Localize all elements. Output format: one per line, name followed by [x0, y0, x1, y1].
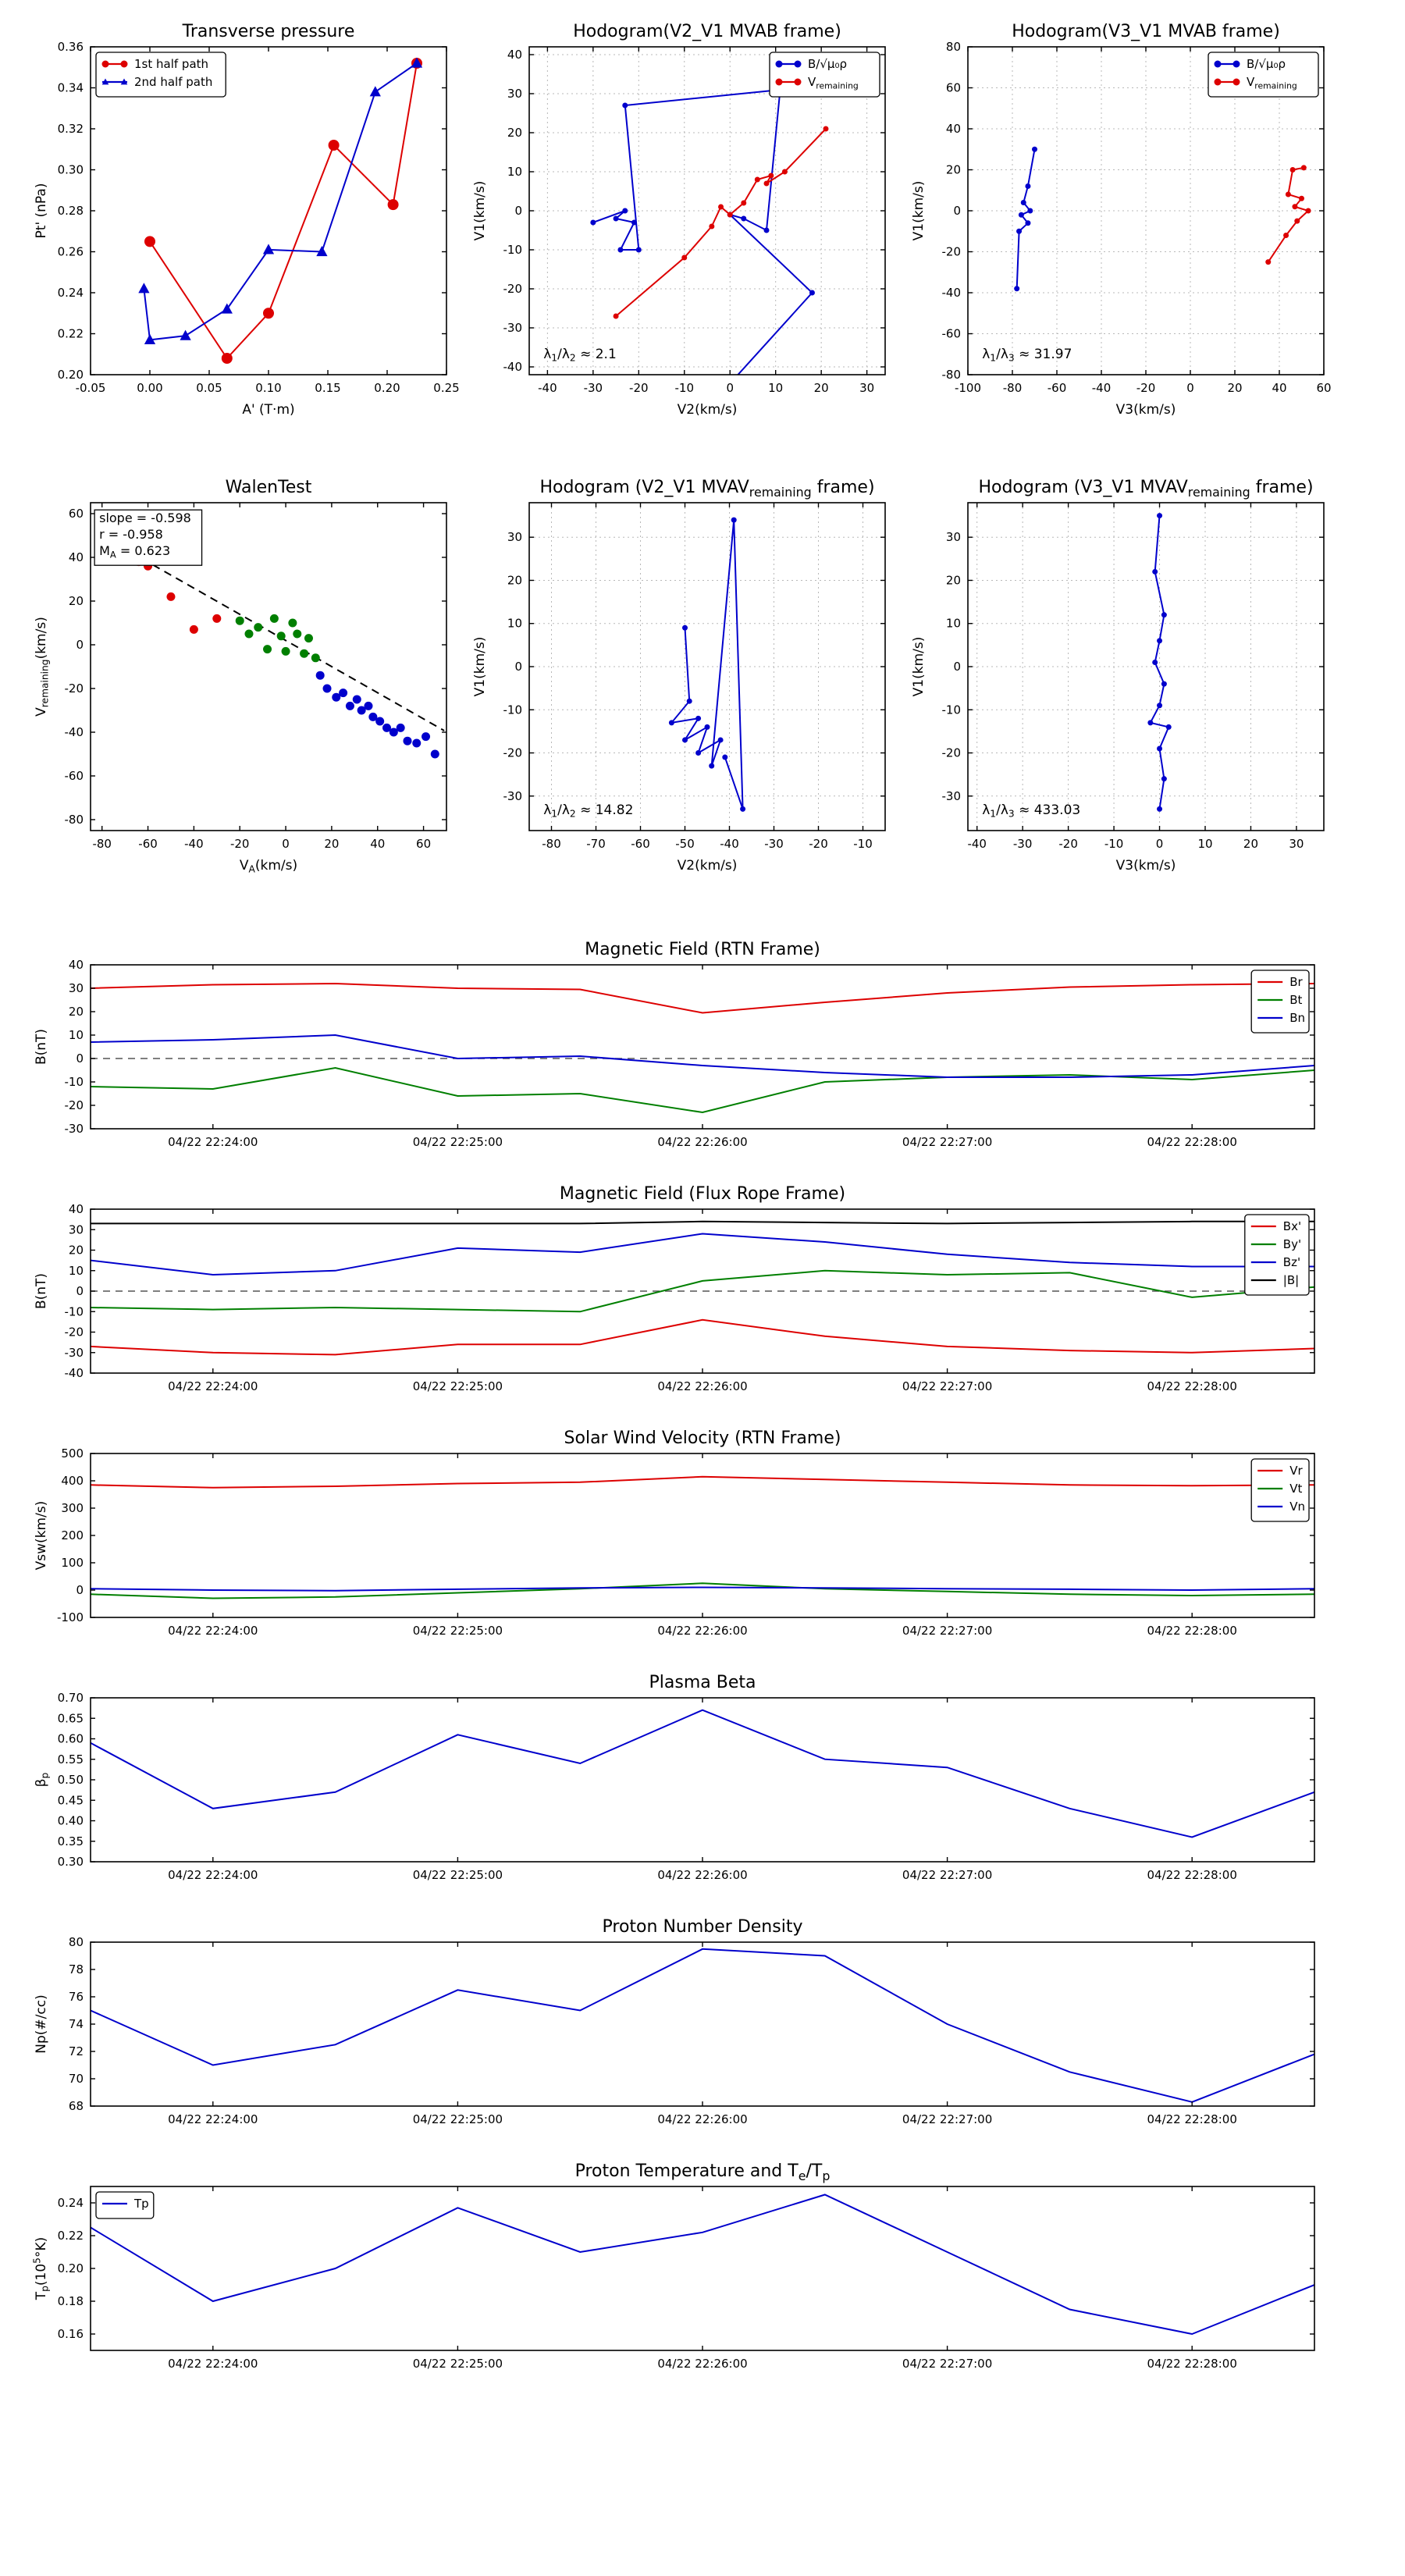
svg-text:Vt: Vt: [1289, 1482, 1303, 1496]
svg-text:30: 30: [1289, 837, 1304, 851]
svg-text:04/22 22:26:00: 04/22 22:26:00: [657, 1135, 748, 1149]
svg-text:0.45: 0.45: [57, 1793, 84, 1808]
svg-text:-80: -80: [1002, 381, 1023, 395]
svg-text:Bx': Bx': [1282, 1219, 1302, 1233]
svg-text:40: 40: [370, 837, 386, 851]
svg-text:-60: -60: [64, 769, 84, 783]
svg-text:V2(km/s): V2(km/s): [677, 858, 738, 873]
svg-text:20: 20: [945, 162, 961, 177]
svg-text:B/√μ₀ρ: B/√μ₀ρ: [808, 57, 847, 71]
svg-text:20: 20: [945, 573, 961, 588]
svg-text:40: 40: [507, 48, 522, 62]
svg-text:04/22 22:24:00: 04/22 22:24:00: [168, 1624, 258, 1638]
chart-proton-temperature: [0, 2152, 1382, 2386]
svg-text:04/22 22:27:00: 04/22 22:27:00: [902, 1135, 993, 1149]
svg-text:0: 0: [1186, 381, 1194, 395]
svg-text:20: 20: [324, 837, 340, 851]
svg-text:-40: -40: [538, 381, 557, 395]
svg-text:10: 10: [68, 1263, 84, 1278]
svg-text:-30: -30: [503, 321, 522, 335]
svg-text:-10: -10: [64, 1075, 84, 1089]
svg-text:0.22: 0.22: [57, 326, 84, 341]
svg-text:30: 30: [507, 530, 522, 545]
svg-text:-30: -30: [941, 788, 961, 803]
svg-text:200: 200: [61, 1528, 84, 1542]
svg-text:0.30: 0.30: [57, 1855, 84, 1869]
svg-text:Hodogram(V3_V1 MVAB frame): Hodogram(V3_V1 MVAB frame): [1012, 22, 1280, 41]
svg-text:-30: -30: [583, 381, 603, 395]
svg-text:300: 300: [61, 1501, 84, 1515]
svg-text:λ1/λ3 ≈ 433.03: $\lambda_1/\lambda_3 \approx 433.03$: [982, 802, 1081, 820]
svg-text:Tp: Tp: [134, 2197, 149, 2211]
svg-text:-40: -40: [503, 360, 522, 374]
chart-plasma-beta: [0, 1663, 1382, 1898]
svg-text:0.20: 0.20: [57, 2261, 84, 2275]
svg-text:0.55: 0.55: [57, 1752, 84, 1767]
svg-text:-100: -100: [954, 381, 982, 395]
svg-text:0.15: 0.15: [315, 381, 341, 395]
svg-text:04/22 22:27:00: 04/22 22:27:00: [902, 1868, 993, 1882]
svg-text:04/22 22:25:00: 04/22 22:25:00: [412, 1624, 503, 1638]
svg-text:20: 20: [68, 1005, 84, 1019]
chart-transverse-pressure: [28, 11, 465, 432]
svg-text:30: 30: [68, 981, 84, 995]
svg-text:Plasma Beta: Plasma Beta: [649, 1673, 756, 1692]
svg-text:500: 500: [61, 1446, 84, 1461]
svg-text:20: 20: [68, 1243, 84, 1258]
svg-text:Proton Temperature and Te/Tp: Proton Temperature and $T_e/T_p$: [574, 2161, 831, 2183]
svg-text:Vn: Vn: [1289, 1500, 1305, 1514]
svg-text:68: 68: [68, 2099, 84, 2113]
svg-text:Magnetic Field (RTN Frame): Magnetic Field (RTN Frame): [585, 940, 820, 959]
svg-text:0: 0: [514, 204, 522, 218]
svg-text:Magnetic Field (Flux Rope Fram: Magnetic Field (Flux Rope Frame): [559, 1184, 846, 1204]
svg-text:Tp(105°K): $T_p(10^5^\circ K)$: [31, 2236, 51, 2300]
svg-text:By': By': [1282, 1237, 1302, 1251]
svg-text:0.40: 0.40: [57, 1813, 84, 1828]
svg-text:0.32: 0.32: [57, 122, 84, 136]
svg-text:-40: -40: [967, 837, 987, 851]
svg-text:Bz': Bz': [1282, 1255, 1301, 1269]
svg-text:0.28: 0.28: [57, 204, 84, 218]
svg-text:-20: -20: [64, 681, 84, 696]
svg-text:04/22 22:24:00: 04/22 22:24:00: [168, 1868, 258, 1882]
svg-text:λ1/λ2 ≈ 14.82: $\lambda_1/\lambda_2 \approx 14.82$: [543, 802, 634, 820]
svg-text:A' (T·m): A' (T·m): [242, 402, 295, 418]
svg-text:30: 30: [859, 381, 875, 395]
svg-text:-0.05: -0.05: [75, 381, 106, 395]
svg-text:Vr: Vr: [1289, 1464, 1303, 1478]
svg-text:-50: -50: [675, 837, 695, 851]
svg-text:04/22 22:25:00: 04/22 22:25:00: [412, 1135, 503, 1149]
svg-text:04/22 22:25:00: 04/22 22:25:00: [412, 1379, 503, 1393]
svg-text:10: 10: [507, 616, 522, 631]
svg-text:-20: -20: [1136, 381, 1156, 395]
svg-text:-80: -80: [92, 837, 112, 851]
svg-text:76: 76: [68, 1990, 84, 2004]
svg-text:30: 30: [68, 1222, 84, 1237]
svg-text:80: 80: [68, 1935, 84, 1949]
svg-text:λ1/λ3 ≈ 31.97: $\lambda_1/\lambda_3 \approx 31.97$: [982, 347, 1072, 364]
svg-text:04/22 22:27:00: 04/22 22:27:00: [902, 2357, 993, 2371]
svg-text:0: 0: [76, 638, 84, 652]
svg-text:-40: -40: [1091, 381, 1112, 395]
svg-text:V2(km/s): V2(km/s): [677, 402, 738, 418]
svg-text:0.36: 0.36: [57, 40, 84, 54]
svg-text:04/22 22:24:00: 04/22 22:24:00: [168, 1135, 258, 1149]
svg-text:0.22: 0.22: [57, 2229, 84, 2243]
svg-text:04/22 22:27:00: 04/22 22:27:00: [902, 1379, 993, 1393]
svg-text:0.70: 0.70: [57, 1691, 84, 1705]
svg-text:400: 400: [61, 1474, 84, 1488]
svg-text:0.24: 0.24: [57, 2196, 84, 2210]
svg-text:-20: -20: [503, 282, 522, 296]
svg-text:30: 30: [945, 530, 961, 545]
svg-text:-10: -10: [503, 243, 522, 257]
svg-text:VA(km/s): $V_A(km/s)$: [239, 858, 298, 875]
svg-text:0.24: 0.24: [57, 286, 84, 300]
svg-text:2nd half path: 2nd half path: [134, 75, 213, 89]
svg-text:-20: -20: [809, 837, 828, 851]
svg-text:Hodogram (V2_V1 MVAVremaining: Hodogram (V2_V1 $MVAV_{remaining}$ frame): [539, 478, 875, 500]
svg-text:-30: -30: [64, 1122, 84, 1136]
chart-hodogram-v2v1-mvav: [467, 467, 904, 888]
svg-text:1st half path: 1st half path: [134, 57, 209, 71]
svg-text:-10: -10: [674, 381, 695, 395]
svg-text:40: 40: [68, 550, 84, 564]
svg-text:04/22 22:28:00: 04/22 22:28:00: [1147, 1379, 1237, 1393]
svg-text:0.30: 0.30: [57, 162, 84, 177]
svg-text:0: 0: [76, 1284, 84, 1298]
svg-text:04/22 22:24:00: 04/22 22:24:00: [168, 2112, 258, 2126]
svg-text:04/22 22:26:00: 04/22 22:26:00: [657, 1868, 748, 1882]
svg-text:10: 10: [1197, 837, 1213, 851]
svg-text:-30: -30: [503, 788, 522, 803]
svg-text:20: 20: [68, 594, 84, 608]
svg-text:0.26: 0.26: [57, 244, 84, 259]
svg-text:-100: -100: [56, 1610, 84, 1624]
svg-text:0.60: 0.60: [57, 1731, 84, 1746]
chart-magnetic-field-rtn: [0, 930, 1382, 1165]
svg-text:0.20: 0.20: [374, 381, 400, 395]
svg-text:-10: -10: [503, 703, 522, 717]
svg-text:0: 0: [76, 1583, 84, 1597]
svg-text:0.34: 0.34: [57, 80, 84, 95]
svg-text:04/22 22:28:00: 04/22 22:28:00: [1147, 2112, 1237, 2126]
svg-text:0.20: 0.20: [57, 368, 84, 382]
chart-walen-test: [28, 467, 465, 888]
svg-text:20: 20: [1227, 381, 1243, 395]
svg-text:04/22 22:28:00: 04/22 22:28:00: [1147, 1624, 1237, 1638]
svg-text:60: 60: [1316, 381, 1332, 395]
svg-text:0: 0: [953, 660, 961, 674]
svg-text:Transverse pressure: Transverse pressure: [182, 22, 355, 41]
svg-text:Vremaining: $V_{remaining}$: [808, 75, 859, 91]
svg-text:20: 20: [507, 573, 522, 588]
svg-text:0: 0: [1155, 837, 1164, 851]
svg-text:60: 60: [416, 837, 432, 851]
svg-text:04/22 22:24:00: 04/22 22:24:00: [168, 1379, 258, 1393]
svg-text:-40: -40: [64, 1366, 84, 1380]
svg-text:-10: -10: [941, 703, 961, 717]
svg-text:-80: -80: [542, 837, 561, 851]
svg-text:72: 72: [68, 2044, 84, 2058]
chart-hodogram-v2v1-mvab: [467, 11, 904, 432]
chart-magnetic-field-fluxrope: [0, 1175, 1382, 1409]
svg-text:-20: -20: [229, 837, 250, 851]
svg-text:04/22 22:26:00: 04/22 22:26:00: [657, 2357, 748, 2371]
svg-text:04/22 22:28:00: 04/22 22:28:00: [1147, 1868, 1237, 1882]
svg-text:Solar Wind Velocity (RTN Frame: Solar Wind Velocity (RTN Frame): [564, 1429, 841, 1448]
svg-text:Pt' (nPa): Pt' (nPa): [34, 183, 49, 239]
svg-text:Vsw(km/s): Vsw(km/s): [34, 1500, 49, 1571]
svg-text:10: 10: [68, 1028, 84, 1042]
chart-solar-wind-velocity: [0, 1419, 1382, 1653]
svg-text:10: 10: [507, 165, 522, 179]
svg-text:04/22 22:24:00: 04/22 22:24:00: [168, 2357, 258, 2371]
svg-text:Br: Br: [1289, 975, 1303, 989]
svg-text:V3(km/s): V3(km/s): [1115, 858, 1176, 873]
svg-text:-60: -60: [941, 326, 961, 341]
svg-text:V1(km/s): V1(km/s): [472, 636, 488, 697]
svg-text:60: 60: [945, 80, 961, 95]
svg-text:0.25: 0.25: [433, 381, 460, 395]
svg-text:04/22 22:27:00: 04/22 22:27:00: [902, 2112, 993, 2126]
svg-text:Vremaining: $V_{remaining}$: [1247, 75, 1297, 91]
svg-text:10: 10: [945, 616, 961, 631]
svg-text:04/22 22:26:00: 04/22 22:26:00: [657, 1624, 748, 1638]
svg-text:-30: -30: [1012, 837, 1033, 851]
svg-text:λ1/λ2 ≈ 2.1: $\lambda_1/\lambda_2 \approx 2.1$: [543, 347, 617, 364]
svg-text:0.50: 0.50: [57, 1773, 84, 1787]
svg-text:0.65: 0.65: [57, 1711, 84, 1726]
svg-text:40: 40: [68, 958, 84, 972]
svg-text:-30: -30: [764, 837, 784, 851]
chart-hodogram-v3v1-mvav: [905, 467, 1343, 888]
svg-text:40: 40: [1272, 381, 1287, 395]
svg-text:Proton Number Density: Proton Number Density: [602, 1917, 803, 1937]
svg-text:-70: -70: [586, 837, 606, 851]
svg-text:04/22 22:25:00: 04/22 22:25:00: [412, 1868, 503, 1882]
svg-text:40: 40: [68, 1202, 84, 1216]
svg-text:0: 0: [953, 204, 961, 218]
svg-text:-40: -40: [184, 837, 204, 851]
svg-text:-80: -80: [64, 813, 84, 827]
svg-text:V3(km/s): V3(km/s): [1115, 402, 1176, 418]
svg-text:-20: -20: [1058, 837, 1078, 851]
svg-text:-60: -60: [138, 837, 158, 851]
svg-text:0.18: 0.18: [57, 2294, 84, 2308]
svg-text:0: 0: [726, 381, 735, 395]
svg-text:0.05: 0.05: [196, 381, 222, 395]
svg-text:0: 0: [76, 1051, 84, 1066]
svg-text:-60: -60: [631, 837, 650, 851]
svg-text:-10: -10: [1104, 837, 1124, 851]
svg-text:V1(km/s): V1(km/s): [472, 180, 488, 241]
svg-text:MA = 0.623: $M_A = 0.623$: [99, 543, 171, 560]
svg-text:20: 20: [813, 381, 829, 395]
svg-text:slope = -0.598: slope = -0.598: [99, 511, 191, 526]
svg-text:B/√μ₀ρ: B/√μ₀ρ: [1247, 57, 1286, 71]
svg-text:-20: -20: [503, 745, 522, 760]
svg-text:04/22 22:26:00: 04/22 22:26:00: [657, 2112, 748, 2126]
svg-text:20: 20: [507, 126, 522, 140]
svg-text:V1(km/s): V1(km/s): [911, 180, 927, 241]
svg-text:0.10: 0.10: [255, 381, 282, 395]
svg-text:70: 70: [68, 2072, 84, 2086]
svg-text:Hodogram (V3_V1 MVAVremaining: Hodogram (V3_V1 $MVAV_{remaining}$ frame): [978, 478, 1314, 500]
svg-text:60: 60: [68, 507, 84, 521]
svg-text:-60: -60: [1047, 381, 1067, 395]
chart-proton-density: [0, 1908, 1382, 2142]
svg-text:0: 0: [514, 660, 522, 674]
svg-text:-20: -20: [64, 1098, 84, 1112]
svg-text:-80: -80: [941, 368, 961, 382]
svg-text:-40: -40: [64, 725, 84, 739]
svg-text:βp: $\beta_p$: [34, 1772, 51, 1788]
svg-text:V1(km/s): V1(km/s): [911, 636, 927, 697]
svg-text:Vremaining(km/s): $V_{remaining}(km/s)$: [34, 617, 51, 717]
svg-text:Np(#/cc): Np(#/cc): [34, 1994, 49, 2054]
svg-text:04/22 22:25:00: 04/22 22:25:00: [412, 2357, 503, 2371]
svg-text:-40: -40: [720, 837, 739, 851]
svg-text:-10: -10: [853, 837, 873, 851]
svg-text:0.16: 0.16: [57, 2327, 84, 2341]
svg-text:04/22 22:25:00: 04/22 22:25:00: [412, 2112, 503, 2126]
svg-text:0.00: 0.00: [137, 381, 163, 395]
chart-hodogram-v3v1-mvab: [905, 11, 1343, 432]
svg-text:B(nT): B(nT): [34, 1028, 49, 1066]
svg-text:40: 40: [945, 122, 961, 136]
svg-text:100: 100: [61, 1556, 84, 1570]
svg-text:-20: -20: [941, 244, 961, 259]
svg-text:-20: -20: [941, 745, 961, 760]
svg-text:04/22 22:27:00: 04/22 22:27:00: [902, 1624, 993, 1638]
svg-text:80: 80: [945, 40, 961, 54]
svg-text:Bn: Bn: [1289, 1011, 1306, 1025]
svg-text:04/22 22:28:00: 04/22 22:28:00: [1147, 1135, 1237, 1149]
svg-text:-20: -20: [64, 1325, 84, 1340]
svg-text:-40: -40: [941, 286, 961, 300]
svg-text:-30: -30: [64, 1345, 84, 1360]
svg-text:Bt: Bt: [1289, 993, 1303, 1007]
svg-text:20: 20: [1243, 837, 1259, 851]
svg-text:10: 10: [768, 381, 784, 395]
svg-text:04/22 22:28:00: 04/22 22:28:00: [1147, 2357, 1237, 2371]
svg-text:-20: -20: [629, 381, 649, 395]
svg-text:r = -0.958: r = -0.958: [99, 527, 163, 543]
svg-text:74: 74: [68, 2017, 84, 2031]
svg-text:WalenTest: WalenTest: [225, 478, 312, 497]
svg-text:Hodogram(V2_V1 MVAB frame): Hodogram(V2_V1 MVAB frame): [573, 22, 841, 41]
svg-text:0.35: 0.35: [57, 1834, 84, 1848]
svg-text:|B|: |B|: [1282, 1273, 1300, 1287]
svg-text:0: 0: [282, 837, 290, 851]
svg-text:30: 30: [507, 87, 522, 101]
svg-text:-10: -10: [64, 1304, 84, 1319]
svg-text:B(nT): B(nT): [34, 1272, 49, 1310]
svg-text:78: 78: [68, 1962, 84, 1976]
svg-text:04/22 22:26:00: 04/22 22:26:00: [657, 1379, 748, 1393]
